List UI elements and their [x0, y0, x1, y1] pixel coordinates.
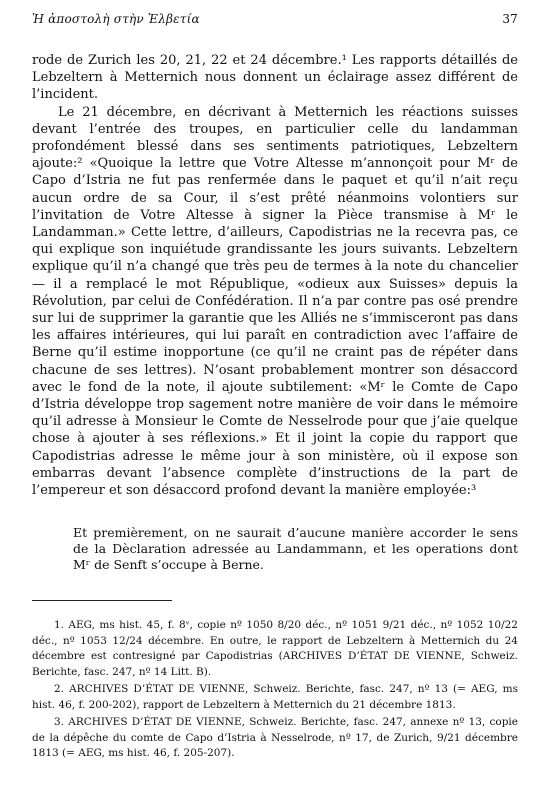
footnotes: [32, 618, 518, 764]
paragraph-1: rode de Zurich les 20, 21, 22 et 24 décembre.¹ Les rapports détaillés de Lebzeltern à Metternich nous donnent un éclairage assez différent de l’incident.: [32, 53, 518, 103]
footnote-2: 2. ARCHIVES D’ÉTAT DE VIENNE, Schweiz. Berichte, fasc. 247, nº 13 (= AEG, ms hist. 46, f. 200-202), rapport de Lebzeltern à Metternich du 21 décembre 1813.: [32, 683, 518, 711]
main-text: [32, 52, 518, 499]
footnote-1: 1. AEG, ms hist. 45, f. 8ᵛ, copie nº 1050 8/20 déc., nº 1051 9/21 déc., nº 1052 10/22 déc., nº 1053 12/24 décembre. En outre, le rapport de Lebzeltern à Metternich du 24 décembre est contresigné par Capodistrias (ARCHIVES D’ÉTAT DE VIENNE, Schweiz. Berichte, fasc. 247, nº 14 Litt. B).: [32, 619, 518, 678]
page-number: 37: [502, 12, 518, 26]
footnote-3: 3. ARCHIVES D’ÉTAT DE VIENNE, Schweiz. Berichte, fasc. 247, annexe nº 13, copie de la dépêche du comte de Capo d’Istria à Nesselrode, nº 17, de Zurich, 9/21 décembre 1813 (= AEG, ms hist. 46, f. 205-207).: [32, 716, 518, 759]
running-header: [32, 12, 518, 32]
block-quote: [73, 525, 518, 574]
quote-text: Et premièrement, on ne saurait d’aucune manière accorder le sens de la Dèclaration adressée au Landammann, et les operations dont Mʳ de Senft s’occupe à Berne.: [73, 525, 518, 573]
footnote-separator: [32, 600, 172, 601]
running-title: Ἡ ἀποστολὴ στὴν Ἑλβετία: [32, 12, 200, 26]
paragraph-2: Le 21 décembre, en décrivant à Metternich les réactions suisses devant l’entrée des troupes, en particulier celle du landamman profondément blessé dans ses sentiments patriotiques, Lebzeltern ajoute:² «Quoique la lettre que Votre Altesse m’annonçoit pour Mʳ de Capo d’Istria ne fut pas renfermée dans le paquet et qu’il n’ait reçu aucun ordre de sa Cour, il s’est prêté néanmoins volontiers sur l’invitation de Votre Altesse à signer la Pièce transmise à Mʳ le Landamman.» Cette lettre, d’ailleurs, Capodistrias ne la recevra pas, ce qui explique son inquiétude grandissante les jours suivants. Lebzeltern explique qu’il n’a changé que très peu de termes à la note du chancelier — il a remplacé le mot République, «odieux aux Suisses» depuis la Révolution, par celui de Confédération. Il n’a par contre pas osé prendre sur lui de supprimer la garantie que les Alliés ne s’immisceront pas dans les affaires intérieures, qui lui paraît en contradiction avec l’affaire de Berne qu’il estime inopportune (ce qu’il ne craint pas de répéter dans chacune de ses lettres). N’osant probablement montrer son désaccord avec le fond de la note, il ajoute subtilement: «Mʳ le Comte de Capo d’Istria développe trop sagement notre manière de voir dans le mémoire qu’il adresse à Monsieur le Comte de Nesselrode pour que j’aie quelque chose à ajouter à ses réflexions.» Et il joint la copie du rapport que Capodistrias adresse le même jour à son ministère, où il expose son embarras devant l’absence complète d’instructions de la part de l’empereur et son désaccord profond devant la manière employée:³: [32, 104, 518, 499]
